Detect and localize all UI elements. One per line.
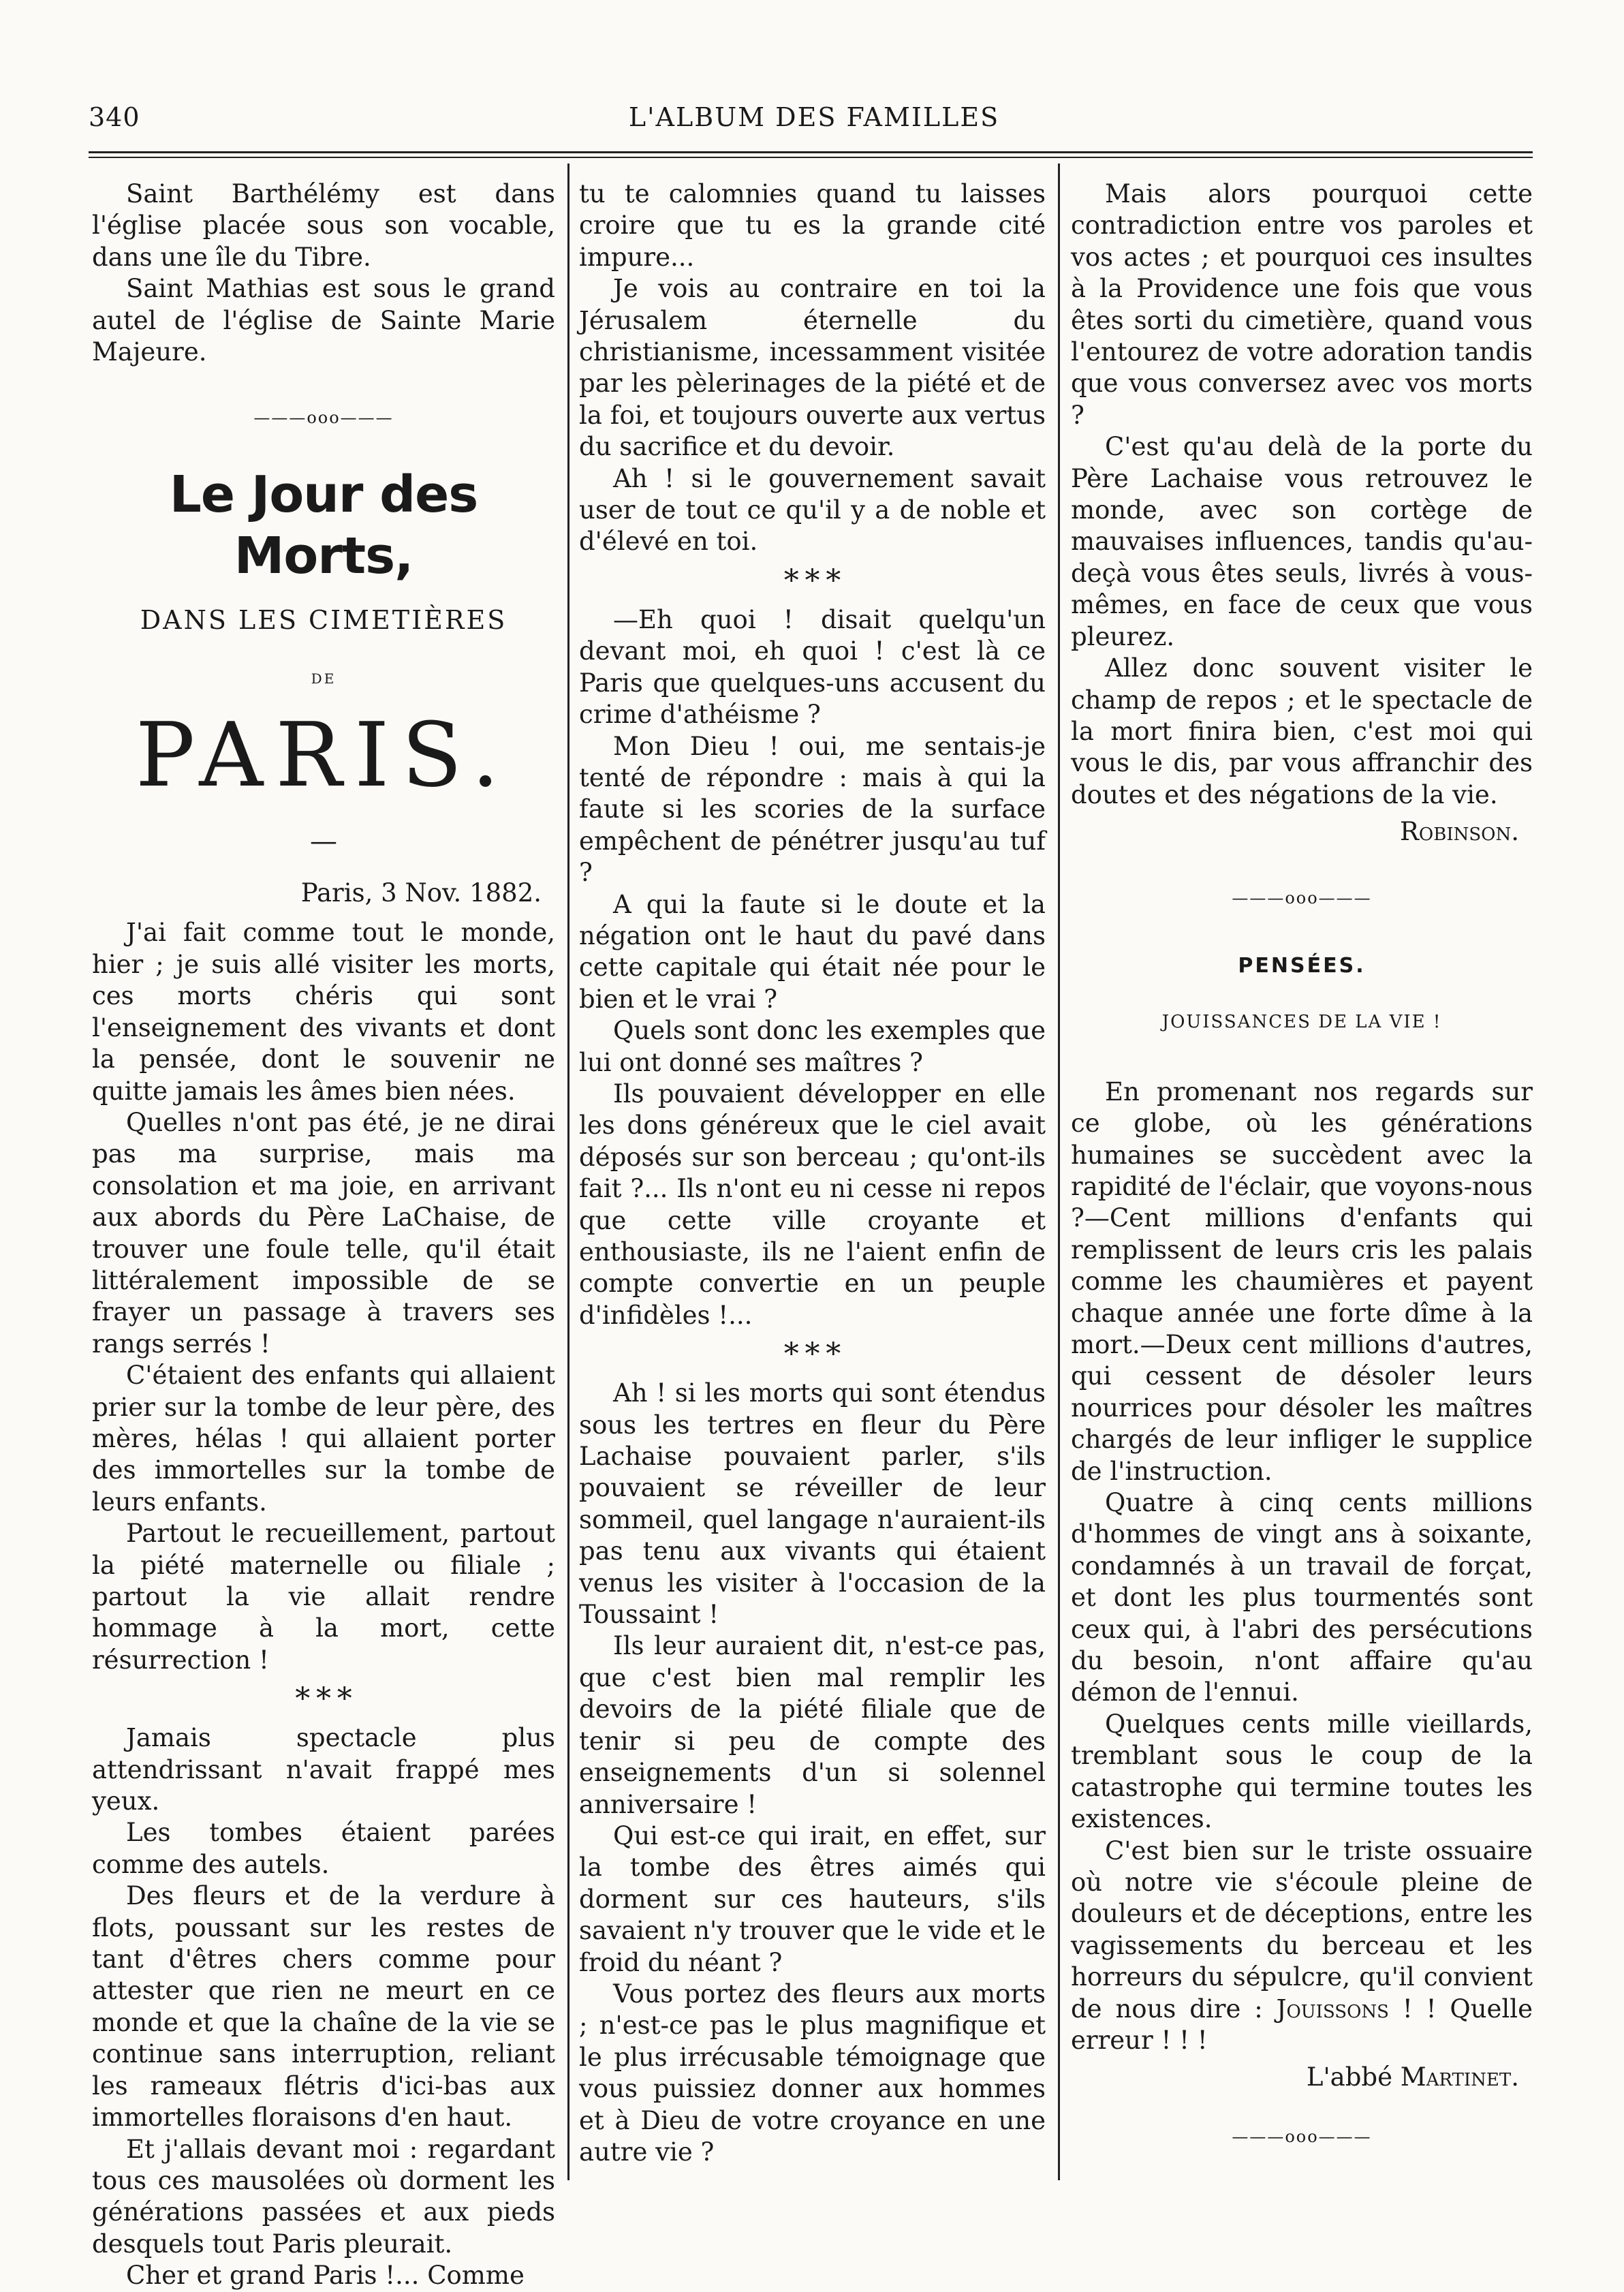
column-separator xyxy=(567,164,569,2180)
signature-name: Martinet. xyxy=(1400,2062,1519,2092)
paragraph: Partout le recueillement, partout la piété maternelle ou filiale ; partout la vie allait rendre hommage à la mort, cette résurrection ! xyxy=(92,1519,555,1675)
paragraph: Je vois au contraire en toi la Jérusalem éternelle du christianisme, incessamment visitée par les pèlerinages de la piété et de la foi, et toujours ouverte aux vertus du sacrifice et du devoir. xyxy=(579,274,1046,462)
paragraph: A qui la faute si le doute et la négation ont le haut du pavé dans cette capitale qui était née pour le bien et le vrai ? xyxy=(579,889,1046,1014)
paragraph: Mon Dieu ! oui, me sentais-je tenté de répondre : mais à qui la faute si les scories de la surface empêchent de pénétrer jusqu'au tuf ? xyxy=(579,731,1046,888)
column-2 xyxy=(579,179,1046,2168)
paragraph: Saint Barthélémy est dans l'église placée sous son vocable, dans une île du Tibre. xyxy=(92,179,555,272)
asterism: * * * xyxy=(783,1337,841,1372)
paragraph: Les tombes étaient parées comme des autels. xyxy=(92,1818,555,1879)
paragraph: C'étaient des enfants qui allaient prier sur la tombe de leur père, des mères, hélas ! qui allaient porter des immortelles sur la tombe de leurs enfants. xyxy=(92,1361,555,1517)
end-ornament: ———ooo——— xyxy=(1232,2126,1372,2146)
section-title: PENSÉES. xyxy=(1238,953,1366,978)
column-1 xyxy=(92,179,555,2292)
paragraph: Ah ! si les morts qui sont étendus sous les tertres en fleur du Père Lachaise pouvaient parler, s'ils pouvaient se réveiller de leur sommeil, quel langage n'auraient-ils pas tenu aux vivants qui étaient venus les visiter à l'occasion de la Toussaint ! xyxy=(579,1378,1046,1630)
header-rule xyxy=(89,151,1533,153)
section-subtitle: JOUISSANCES DE LA VIE ! xyxy=(1161,1012,1442,1033)
paragraph: Jamais spectacle plus attendrissant n'avait frappé mes yeux. xyxy=(92,1723,555,1816)
paragraph: Quelques cents mille vieillards, tremblant sous le coup de la catastrophe qui termine toutes les existences. xyxy=(1071,1709,1533,1834)
paragraph: Allez donc souvent visiter le champ de repos ; et le spectacle de la mort finira bien, c'est moi qui vous le dis, par vous affranchir des doutes et des négations de la vie. xyxy=(1071,653,1533,809)
paragraph: C'est qu'au delà de la porte du Père Lachaise vous retrouvez le monde, avec son cortège de mauvaises influences, tandis qu'au-deçà vous êtes seuls, livrés à vous-mêmes, en face de ceux que vous pleurez. xyxy=(1071,432,1533,651)
article-subtitle: DANS LES CIMETIÈRES xyxy=(140,604,507,635)
paragraph: Ils pouvaient développer en elle les dons généreux que le ciel avait déposés sur son berceau ; qu'ont-ils fait ?... Ils n'ont eu ni cesse ni repos que cette ville croyante et enthousiaste, ils ne l'aient enfin de compte convertie en un peuple d'infidèles !... xyxy=(579,1079,1046,1330)
signature-prefix: L'abbé xyxy=(1306,2062,1401,2092)
emphasis-text: Jouissons xyxy=(1276,1994,1389,2024)
dateline: Paris, 3 Nov. 1882. xyxy=(300,878,542,908)
article-place: PARIS. xyxy=(135,702,512,807)
paragraph: En promenant nos regards sur ce globe, où les générations humaines se succèdent avec la rapidité de l'éclair, que voyons-nous ?—Cent millions d'enfants qui remplissent de leurs cris les palais comme les chaumières et payent chaque année une forte dîme à la mort.—Deux cent millions d'autres, qui cessent de désoler leurs nourrices pour désoler les maîtres chargés de leur infliger le supplice de l'instruction. xyxy=(1071,1077,1533,1486)
page-header xyxy=(89,102,1540,143)
title-dash: — xyxy=(310,825,337,857)
paragraph-text: ! ! Quelle erreur ! ! ! xyxy=(1071,1994,1533,2055)
paragraph: Quels sont donc les exemples que lui ont donné ses maîtres ? xyxy=(579,1016,1046,1077)
paragraph: Quatre à cinq cents millions d'hommes de vingt ans à soixante, condamnés à un travail de forçat, et dont les plus tourmentés sont ceux qui, à l'abri des persécutions du besoin, n'ont affaire qu'au démon de l'ennui. xyxy=(1071,1488,1533,1707)
paragraph: Ils leur auraient dit, n'est-ce pas, que c'est bien mal remplir les devoirs de la piété filiale que de tenir si peu de compte des enseignements d'un si solennel anniversaire ! xyxy=(579,1631,1046,1819)
column-3 xyxy=(1071,179,1533,2177)
paragraph: tu te calomnies quand tu laisses croire que tu es la grande cité impure... xyxy=(579,179,1046,272)
article-subtitle-de: DE xyxy=(311,670,337,687)
author-signature: Robinson. xyxy=(1400,817,1519,847)
asterism: * * * xyxy=(295,1682,352,1717)
paragraph xyxy=(1071,1836,1533,2057)
paragraph: Des fleurs et de la verdure à flots, poussant sur les restes de tant d'êtres chers comme pour attester que rien ne meurt en ce monde et que la chaîne de la vie se continue sans interruption, reliant les rameaux flétris d'ici-bas aux immortelles floraisons d'en haut. xyxy=(92,1881,555,2133)
ornament-separator: ———ooo——— xyxy=(253,408,394,428)
paragraph: Qui est-ce qui irait, en effet, sur la tombe des êtres aimés qui dorment sur ces hauteurs, s'ils savaient n'y trouver que le vide et le froid du néant ? xyxy=(579,1821,1046,1977)
paragraph: —Eh quoi ! disait quelqu'un devant moi, eh quoi ! c'est là ce Paris que quelques-uns accusent du crime d'athéisme ? xyxy=(579,604,1046,730)
article-title: Le Jour des Morts, xyxy=(169,465,478,585)
paragraph: Cher et grand Paris !... Comme xyxy=(126,2261,525,2291)
column-separator xyxy=(1058,164,1060,2180)
asterism: * * * xyxy=(783,563,841,598)
paragraph: Vous portez des fleurs aux morts ; n'est-ce pas le plus magnifique et le plus irrécusable témoignage que vous puissiez donner aux hommes et à Dieu de votre croyance en une autre vie ? xyxy=(579,1979,1046,2167)
header-rule-thin xyxy=(89,157,1533,158)
journal-title: L'ALBUM DES FAMILLES xyxy=(628,102,1000,132)
paragraph: Saint Mathias est sous le grand autel de l'église de Sainte Marie Majeure. xyxy=(92,274,555,367)
author-signature xyxy=(1071,2062,1533,2093)
paragraph: Et j'allais devant moi : regardant tous ces mausolées où dorment les générations passées et aux pieds desquels tout Paris pleurait. xyxy=(92,2134,555,2259)
page-number: 340 xyxy=(89,102,140,132)
ornament-separator: ———ooo——— xyxy=(1232,888,1372,908)
paragraph: Ah ! si le gouvernement savait user de tout ce qu'il y a de noble et d'élevé en toi. xyxy=(579,463,1046,557)
paragraph: Mais alors pourquoi cette contradiction entre vos paroles et vos actes ; et pourquoi ces insultes à la Providence une fois que vous êtes sorti du cimetière, quand vous l'entourez de votre adoration tandis que vous conversez avec vos morts ? xyxy=(1071,179,1533,430)
paragraph: Quelles n'ont pas été, je ne dirai pas ma surprise, mais ma consolation et ma joie, en arrivant aux abords du Père LaChaise, de trouver une foule telle, qu'il était littéralement impossible de se frayer un passage à travers ses rangs serrés ! xyxy=(92,1107,555,1359)
paragraph-text: C'est bien sur le triste ossuaire où notre vie s'écoule pleine de douleurs et de déceptions, entre les vagissements du berceau et les horreurs du sépulcre, qu'il convient de nous dire : xyxy=(1071,1836,1533,2024)
paragraph: J'ai fait comme tout le monde, hier ; je suis allé visiter les morts, ces morts chéris qui sont l'enseignement des vivants et dont la pensée, dont le souvenir ne quitte jamais les âmes bien nées. xyxy=(92,918,555,1106)
